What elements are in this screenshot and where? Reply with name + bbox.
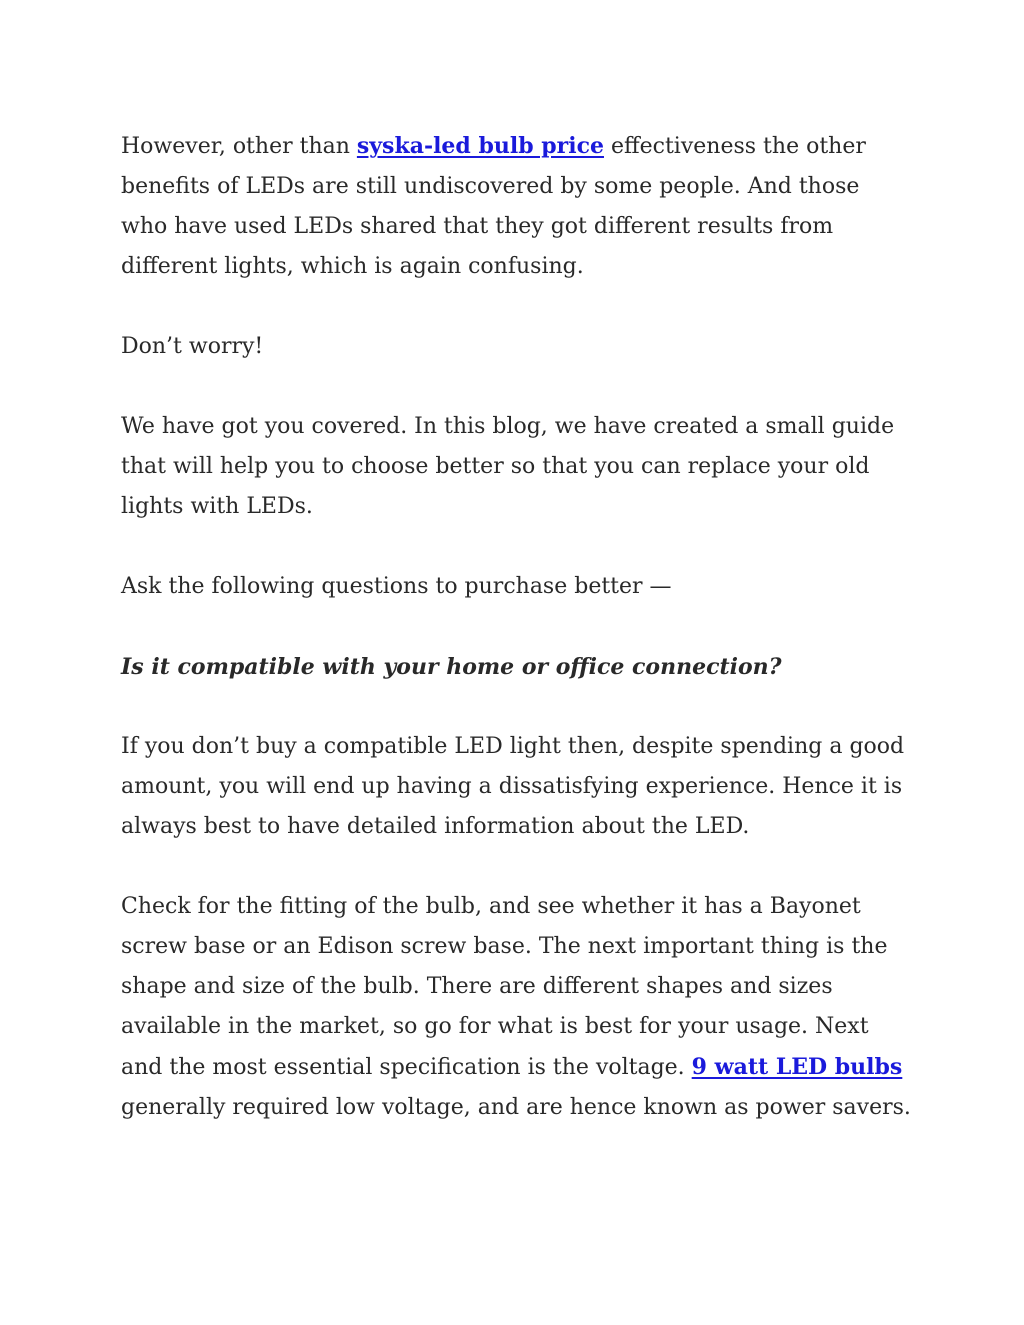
paragraph-compatibility: If you don’t buy a compatible LED light then, despite spending a good amount, you will end up having a dissatisfying experience. Hence it is always best to have detailed information about the LED.: [121, 734, 905, 839]
article-body: [121, 126, 911, 1168]
paragraph-intro: [121, 126, 911, 287]
syska-led-bulb-price-link[interactable]: syska-led bulb price: [356, 133, 604, 159]
paragraph-covered: We have got you covered. In this blog, we have created a small guide that will help you to choose better so that you can replace your old lights with LEDs.: [121, 414, 895, 519]
paragraph-fitting-text-after: generally required low voltage, and are hence known as power savers.: [121, 1095, 911, 1120]
paragraph-dont-worry: Don’t worry!: [121, 334, 264, 359]
paragraph-intro-text-after: effectiveness the other benefits of LEDs are still undiscovered by some people. And those who have used LEDs shared that they got different results from different lights, which is again confusing.: [121, 134, 866, 279]
9-watt-led-bulbs-link[interactable]: 9 watt LED bulbs: [691, 1054, 903, 1080]
paragraph-questions-intro: Ask the following questions to purchase better —: [121, 574, 672, 599]
paragraph-intro-text-before: However, other than: [121, 134, 357, 159]
paragraph-fitting-text-before: Check for the fitting of the bulb, and see whether it has a Bayonet screw base or an Edison screw base. The next important thing is the shape and size of the bulb. There are different shapes and sizes available in the market, so go for what is best for your usage. Next and the most essential specification is the voltage.: [121, 894, 888, 1080]
paragraph-fitting: [121, 887, 911, 1128]
section-heading: Is it compatible with your home or office connection?: [121, 654, 782, 680]
